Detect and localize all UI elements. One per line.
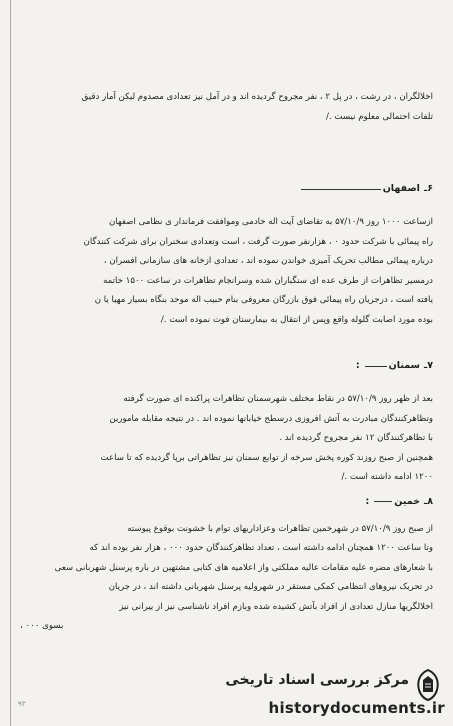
heading-rule [374, 501, 392, 502]
text-line: اخلالگریها منازل تعدادی از افراد بآتش کشیده شده وبازم افراد ناشناسی نیز از ییرانی نیز [119, 601, 433, 612]
text-line: بعد از ظهر روز ۵۷/۱۰/۹ در نقاط مختلف شهرسمنان تظاهرات پراکنده ای صورت گرفته [123, 394, 433, 404]
section-heading-isfahan [20, 179, 433, 199]
text-line: وتظاهرکنندگان مبادرت به آتش افروزی درسطح خیابانها نموده اند . در نتیجه مقابله مامورین [109, 413, 433, 424]
archive-logo-icon [413, 668, 443, 702]
text-line: با تظاهرکنندگان ۱۲ نفر مجروح گردیده اند . [279, 433, 433, 443]
section-number: ۶ـ [423, 183, 433, 195]
section-number: ۸ـ [423, 495, 433, 507]
text-line: از صبح روز ۵۷/۱۰/۹ در شهرخمین تظاهرات وعزاداریهای توام با خشونت بوقوع پیوسته [127, 523, 433, 534]
text-line: با شعارهای مضره علیه مقامات عالیه مملکتی واز اعلامیه های کتابی مشتهین در باره پرسنل شهربانی سعی [54, 562, 433, 573]
section-paragraph-semnan [20, 390, 433, 488]
section-title: اصفهان [382, 183, 420, 195]
heading-rule [301, 189, 381, 190]
page-edge-line [10, 0, 11, 726]
watermark-title: مرکز بررسی اسناد تاریخی [225, 672, 409, 688]
text-line: درمسیر تظاهرات از طرف عده ای سنگباران شده وسرانجام تظاهرات در ساعت ۱۵۰۰ خاتمه [103, 275, 433, 286]
page-number: ۹۳ [18, 700, 26, 708]
text-line: تلفات احتمالی معلوم نیست ./ [326, 111, 433, 122]
section-colon: : [355, 360, 360, 372]
section-paragraph-isfahan [20, 213, 433, 330]
text-line: ۱۲۰۰ ادامه داشته است ./ [341, 472, 433, 482]
section-paragraph-khomein [20, 520, 433, 637]
document-body [20, 88, 433, 637]
text-line: درباره پیمائی مطالب تحریک آمیزی خواندن نموده اند ، تعدادی ازخانه های سازمانی افسران ، [103, 256, 433, 266]
heading-rule [365, 366, 387, 367]
text-line: بسوی ۰۰۰ ، [20, 621, 64, 631]
opening-paragraph [20, 88, 433, 127]
text-line: ازساعت ۱۰۰۰ روز ۵۷/۱۰/۹ به تقاضای آیت اله خادمی وموافقت فرماندار ی نظامی اصفهان [108, 217, 433, 227]
watermark [225, 666, 453, 726]
text-line: اخلالگران ، در رشت ، در پل ۲ ، نفر مجروح گردیده اند و در آمل نیز تعدادی مصدوم لیکن آمار دقیق [81, 92, 433, 102]
section-colon: : [365, 495, 370, 507]
text-line: وتا ساعت ۱۲۰۰ همچنان ادامه داشته است ، تعداد تظاهرکنندگان حدود ۰۰۰ ، هزار نفر بوده اند که [89, 543, 433, 553]
section-title: سمنان [388, 360, 420, 372]
text-line: همچنین از صبح روزند کوره پخش سرخه از توابع سمنان نیز تظاهراتی برپا گردیده که تا ساعت [100, 452, 433, 463]
text-line: یافته است ، درجریان راه پیمائی فوق بازرگان معروفی بنام حبیب اله موحد بنگاه بسیار مهیا یا ن [94, 295, 433, 305]
section-heading-khomein [20, 492, 433, 512]
section-heading-semnan [20, 356, 433, 376]
section-title: خمین [394, 495, 420, 507]
watermark-url[interactable]: historydocuments.ir [268, 699, 445, 717]
text-line: بوده مورد اصابت گلوله واقع وپس از انتقال به بیمارستان فوت نموده است ./ [160, 314, 433, 325]
section-number: ۷ـ [423, 360, 433, 372]
text-line: در تحریک نیروهای انتظامی کمکی مستقر در شهرولیه پرسنل شهربانی داشته اند ، در جریان [108, 582, 433, 592]
text-line: راه پیمائی با شرکت حدود ۰ ، هزارنفر صورت گرفت ، است وتعدادی سخنران برای شرکت کنندگان [83, 236, 433, 247]
